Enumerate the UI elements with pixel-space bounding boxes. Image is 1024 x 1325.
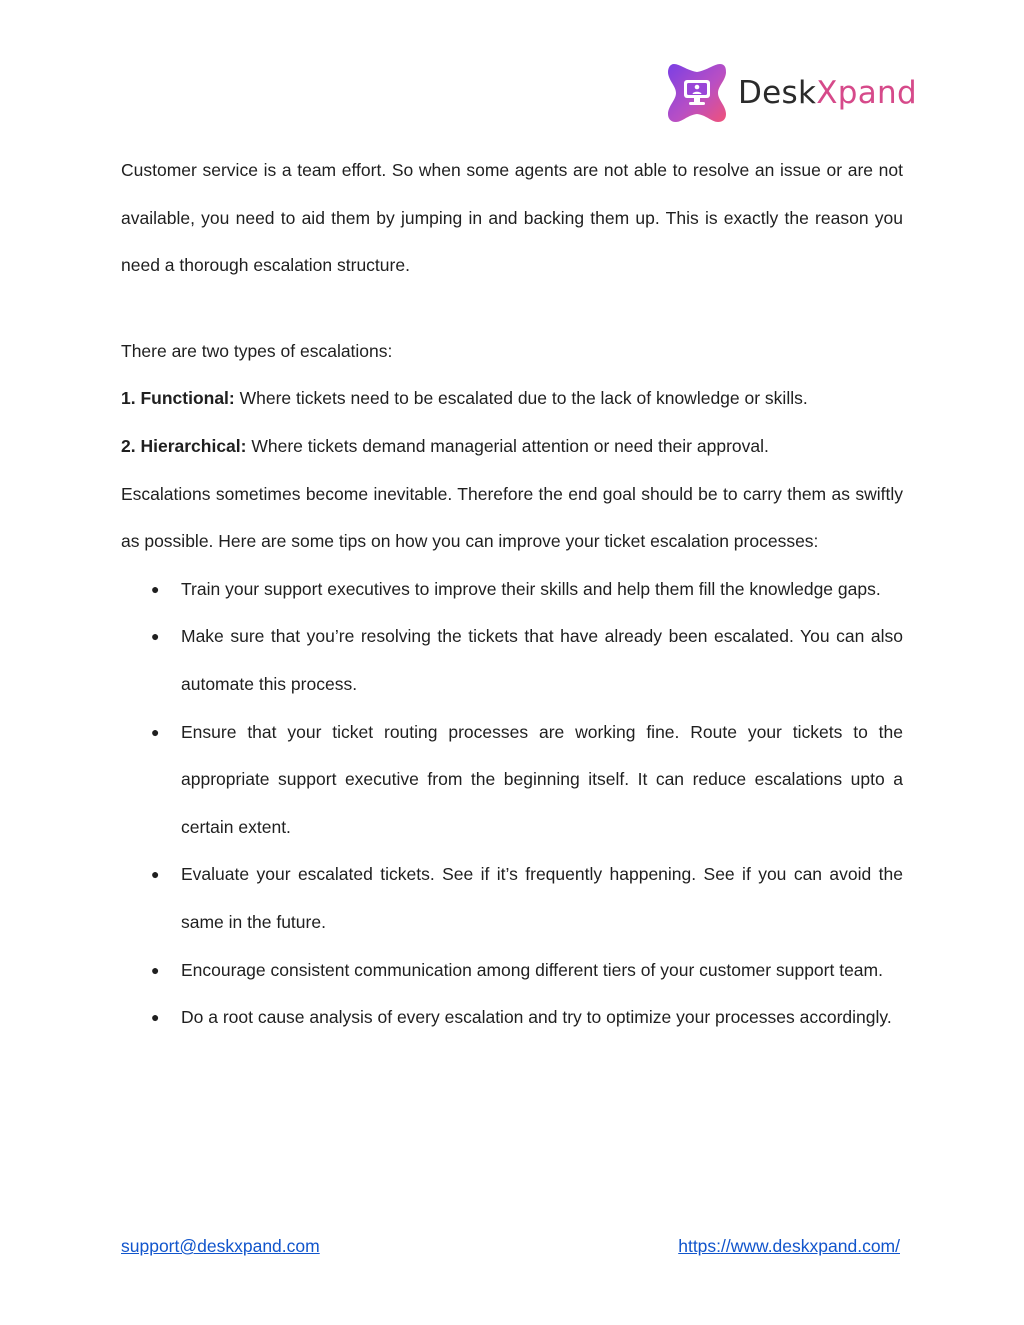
list-item — [121, 613, 903, 708]
list-item — [121, 709, 903, 852]
deskxpand-logo-icon — [664, 60, 730, 126]
logo-word-desk: Desk — [738, 75, 817, 111]
list-item — [121, 994, 903, 1042]
tip-text: Make sure that you’re resolving the tickets that have already been escalated. You can also automate this process. — [181, 626, 903, 694]
bullet-icon: ● — [151, 866, 160, 883]
website-link[interactable]: https://www.deskxpand.com/ — [678, 1236, 900, 1256]
bullet-icon: ● — [151, 628, 160, 645]
tip-text: Ensure that your ticket routing processes are working fine. Route your tickets to the appropriate support executive from the beginning itself. It can reduce escalations upto a certain extent. — [181, 721, 903, 837]
tip-text: Do a root cause analysis of every escalation and try to optimize your processes accordingly. — [181, 1007, 892, 1028]
logo-wordmark — [738, 75, 917, 111]
type-description: Where tickets need to be escalated due to the lack of knowledge or skills. — [234, 388, 808, 409]
tips-intro-paragraph: Escalations sometimes become inevitable. Therefore the end goal should be to carry them as swiftly as possible. Here are some tips on how you can improve your ticket escalation processes: — [121, 483, 903, 552]
support-email-link[interactable]: support@deskxpand.com — [121, 1236, 320, 1256]
paragraph-spacer — [121, 290, 903, 328]
list-item — [121, 851, 903, 946]
escalation-type-functional — [121, 375, 903, 423]
bullet-icon: ● — [151, 580, 160, 597]
escalation-type-hierarchical — [121, 423, 903, 471]
tip-text: Train your support executives to improve their skills and help them fill the knowledge gaps. — [181, 578, 881, 599]
tip-text: Evaluate your escalated tickets. See if it’s frequently happening. See if you can avoid the same in the future. — [181, 864, 903, 932]
list-item — [121, 566, 903, 614]
tip-text: Encourage consistent communication among different tiers of your customer support team. — [181, 959, 883, 980]
document-body — [121, 147, 903, 1042]
bullet-icon: ● — [151, 961, 160, 978]
tips-list — [121, 566, 903, 1042]
type-description: Where tickets demand managerial attention or need their approval. — [246, 435, 769, 456]
type-label: 1. Functional: — [121, 388, 235, 409]
brand-logo — [664, 60, 917, 126]
intro-paragraph: Customer service is a team effort. So when some agents are not able to resolve an issue or are not available, you need to aid them by jumping in and backing them up. This is exactly the reason you need a thorough escalation structure. — [121, 160, 903, 276]
bullet-icon: ● — [151, 1009, 160, 1026]
bullet-icon: ● — [151, 723, 160, 740]
escalation-types-intro: There are two types of escalations: — [121, 340, 393, 361]
type-label: 2. Hierarchical: — [121, 435, 247, 456]
logo-word-xpand: Xpand — [816, 75, 917, 111]
list-item — [121, 947, 903, 995]
